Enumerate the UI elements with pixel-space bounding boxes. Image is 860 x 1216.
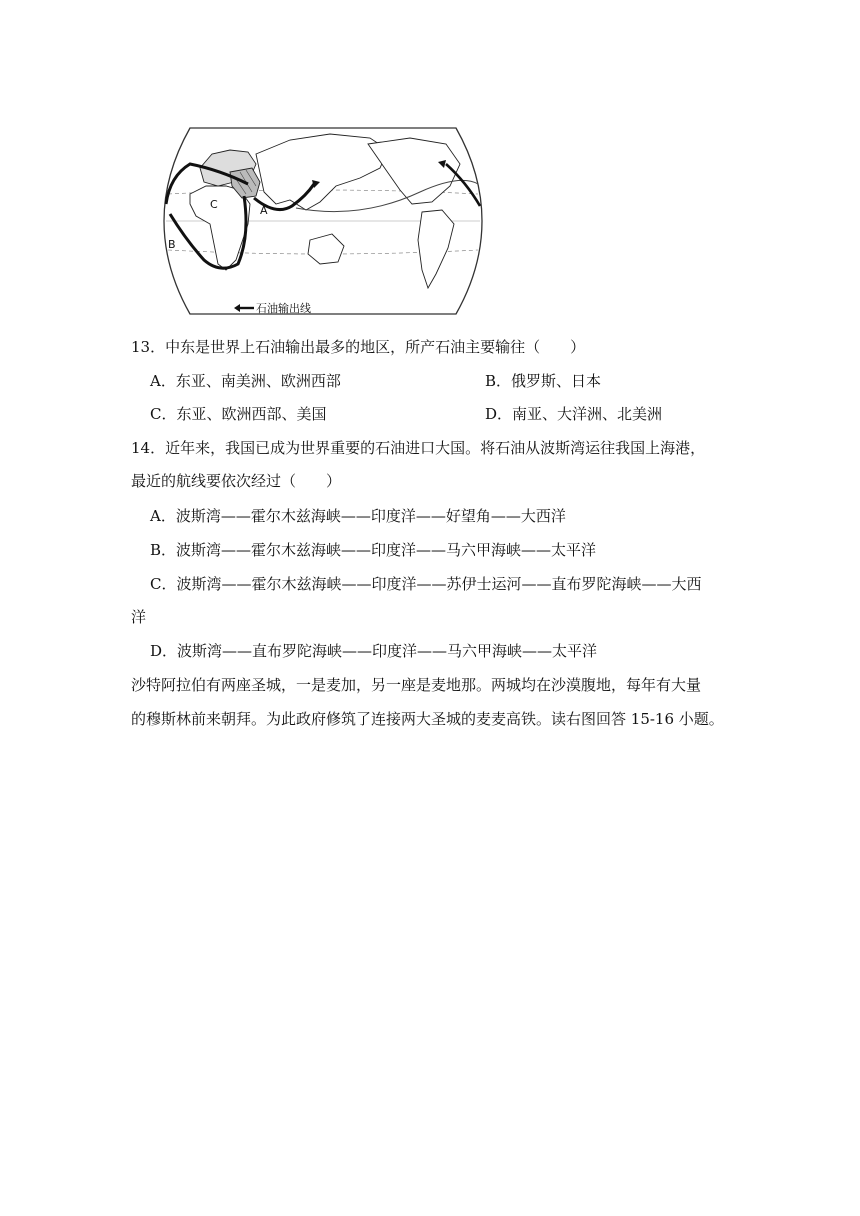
map-legend-label: 石油输出线 (256, 302, 311, 315)
q14-option-d[interactable]: D．波斯湾——直布罗陀海峡——印度洋——马六甲海峡——太平洋 (150, 642, 598, 660)
q13-option-a[interactable]: A．东亚、南美洲、欧洲西部 (150, 372, 341, 390)
q14-option-a[interactable]: A．波斯湾——霍尔木兹海峡——印度洋——好望角——大西洋 (150, 507, 566, 525)
intro-line1: 沙特阿拉伯有两座圣城，一是麦加，另一座是麦地那。两城均在沙漠腹地，每年有大量 (131, 676, 702, 694)
oil-export-map (160, 124, 486, 318)
q14-option-b[interactable]: B．波斯湾——霍尔木兹海峡——印度洋——马六甲海峡——太平洋 (150, 541, 597, 559)
map-label-a: A (260, 204, 268, 217)
q13-stem: 13．中东是世界上石油输出最多的地区，所产石油主要输往（ ） (131, 338, 586, 356)
q14-option-c-continued: 洋 (131, 608, 147, 626)
map-label-b: B (168, 238, 176, 251)
q14-stem-line1: 14．近年来，我国已成为世界重要的石油进口大国。将石油从波斯湾运往我国上海港， (131, 439, 706, 457)
intro-line2: 的穆斯林前来朝拜。为此政府修筑了连接两大圣城的麦麦高铁。读右图回答 15-16 小题。 (131, 710, 724, 728)
world-map-svg (160, 124, 486, 318)
q13-option-b[interactable]: B．俄罗斯、日本 (485, 372, 602, 390)
q13-option-c[interactable]: C．东亚、欧洲西部、美国 (150, 405, 327, 423)
q13-option-d[interactable]: D．南亚、大洋洲、北美洲 (485, 405, 663, 423)
map-label-c: C (210, 198, 218, 211)
q14-option-c[interactable]: C．波斯湾——霍尔木兹海峡——印度洋——苏伊士运河——直布罗陀海峡——大西 (150, 575, 702, 593)
q14-stem-line2: 最近的航线要依次经过（ ） (131, 472, 342, 490)
